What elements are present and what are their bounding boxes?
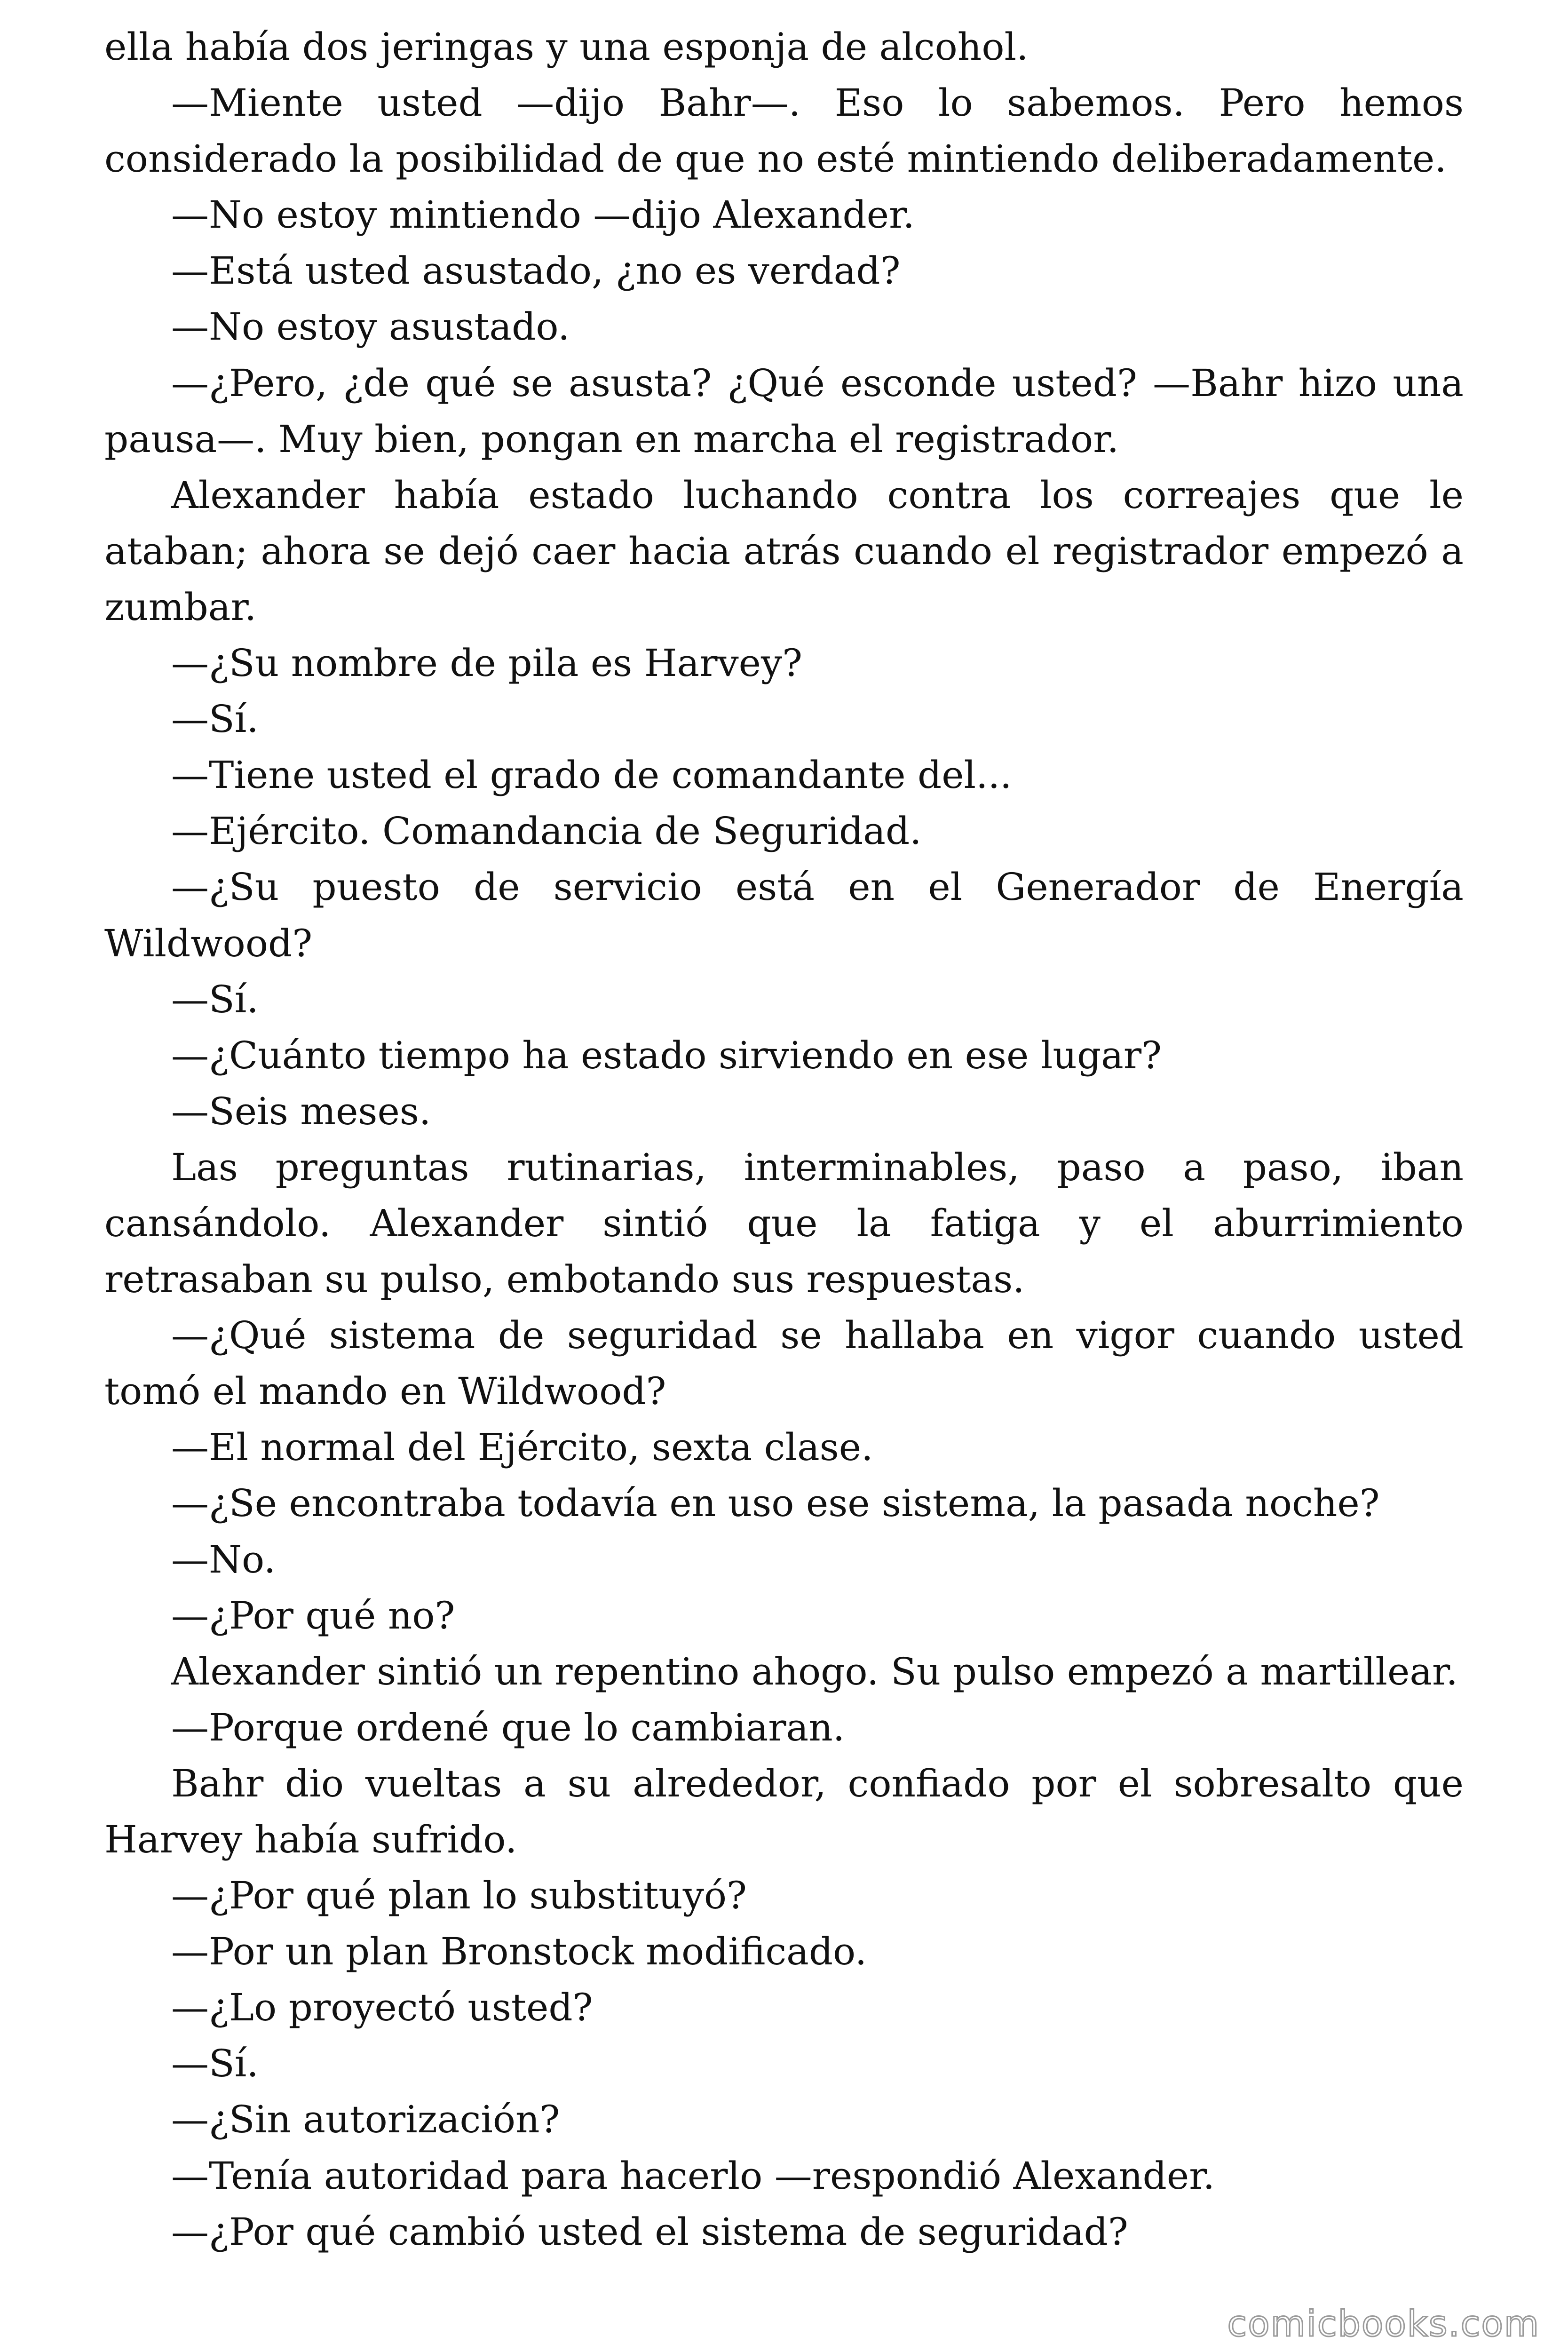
paragraph: —Miente usted —dijo Bahr—. Eso lo sabemos. Pero hemos considerado la posibilidad de que no esté mintiendo deliberadamente. <box>104 81 1464 181</box>
paragraph: —No estoy mintiendo —dijo Alexander. <box>171 193 915 237</box>
paragraph: —¿Pero, ¿de qué se asusta? ¿Qué esconde usted? —Bahr hizo una pausa—. Muy bien, pongan en marcha el registrador. <box>104 361 1464 461</box>
paragraph: —¿Su puesto de servicio está en el Generador de Energía Wildwood? <box>104 865 1464 965</box>
paragraph: —Sí. <box>171 697 259 741</box>
paragraph: —Está usted asustado, ¿no es verdad? <box>171 249 901 293</box>
paragraph: —¿Qué sistema de seguridad se hallaba en vigor cuando usted tomó el mando en Wildwood? <box>104 1313 1464 1414</box>
page-body <box>104 19 1464 2260</box>
paragraph: Las preguntas rutinarias, interminables, paso a paso, iban cansándolo. Alexander sintió que la fatiga y el aburrimiento retrasaban su pulso, embotando sus respuestas. <box>104 1145 1464 1302</box>
paragraph: Alexander sintió un repentino ahogo. Su pulso empezó a martillear. <box>171 1649 1458 1693</box>
paragraph: —Sí. <box>171 977 259 1021</box>
paragraph: —¿Se encontraba todavía en uso ese sistema, la pasada noche? <box>171 1481 1380 1526</box>
paragraph: —Tiene usted el grado de comandante del... <box>171 753 1012 797</box>
paragraph: —¿Su nombre de pila es Harvey? <box>171 641 803 685</box>
paragraph: —¿Por qué cambió usted el sistema de seguridad? <box>171 2209 1128 2254</box>
paragraph: —¿Cuánto tiempo ha estado sirviendo en ese lugar? <box>171 1033 1162 1077</box>
paragraph: Bahr dio vueltas a su alrededor, confiado por el sobresalto que Harvey había sufrido. <box>104 1761 1464 1861</box>
paragraph: —Por un plan Bronstock modificado. <box>171 1930 867 1974</box>
paragraph: —El normal del Ejército, sexta clase. <box>171 1425 873 1470</box>
paragraph: —Tenía autoridad para hacerlo —respondió Alexander. <box>171 2153 1215 2198</box>
paragraph: —¿Sin autorización? <box>171 2098 560 2142</box>
paragraph: ella había dos jeringas y una esponja de alcohol. <box>104 25 1029 69</box>
paragraph: —¿Por qué plan lo substituyó? <box>171 1874 747 1918</box>
paragraph: —Seis meses. <box>171 1089 431 1133</box>
watermark-logo: comicbooks.com <box>1227 2303 1540 2344</box>
paragraph: —¿Por qué no? <box>171 1593 455 1637</box>
paragraph: —No estoy asustado. <box>171 305 570 349</box>
paragraph: —No. <box>171 1537 276 1581</box>
paragraph: Alexander había estado luchando contra los correajes que le ataban; ahora se dejó caer hacia atrás cuando el registrador empezó a zumbar. <box>104 473 1464 629</box>
paragraph: —Sí. <box>171 2042 259 2086</box>
paragraph: —¿Lo proyectó usted? <box>171 1986 593 2030</box>
paragraph: —Ejército. Comandancia de Seguridad. <box>171 809 922 853</box>
paragraph: —Porque ordené que lo cambiaran. <box>171 1705 845 1749</box>
